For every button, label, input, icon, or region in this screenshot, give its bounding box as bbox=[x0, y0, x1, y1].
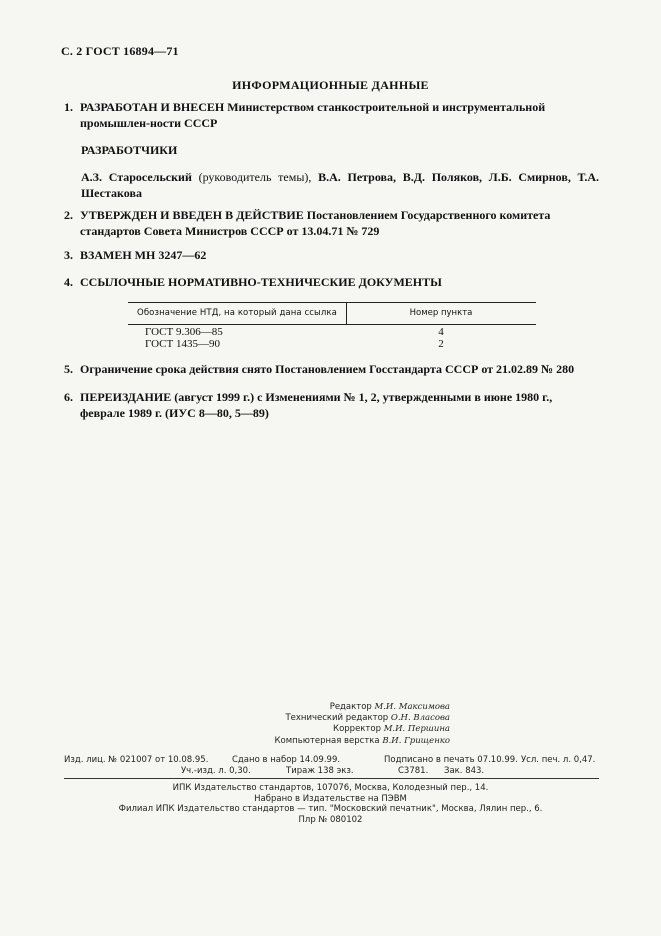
item-text: РАЗРАБОТАН И ВНЕСЕН Министерством станкостроительной и инструментальной промышлен-ности СССР bbox=[80, 100, 546, 130]
item-number: 1. bbox=[64, 100, 73, 114]
credit-role: Корректор bbox=[333, 724, 381, 735]
credit-role: Технический редактор bbox=[285, 713, 389, 724]
imprint-order: Зак. 843. bbox=[444, 766, 485, 776]
credit-name: О.Н. Власова bbox=[390, 713, 450, 724]
table-cell-doc: ГОСТ 1435—90 bbox=[145, 338, 220, 350]
info-item-4 bbox=[64, 274, 599, 290]
credit-line bbox=[200, 702, 450, 713]
item-number: 3. bbox=[64, 248, 73, 262]
developers-heading: РАЗРАБОТЧИКИ bbox=[81, 143, 178, 157]
credit-name: М.И. Першина bbox=[383, 724, 450, 735]
info-item-5 bbox=[64, 361, 599, 377]
imprint-sheets: Усл. печ. л. 0,47. bbox=[521, 755, 596, 765]
publisher-license: Плр № 080102 bbox=[298, 815, 363, 825]
item-text: Ограничение срока действия снято Постановлением Госстандарта СССР от 21.02.89 № 280 bbox=[80, 362, 575, 376]
page-header: С. 2 ГОСТ 16894—71 bbox=[61, 44, 179, 58]
publisher-line: Филиал ИПК Издательство стандартов — тип. "Московский печатник", Москва, Лялин пер., 6. bbox=[118, 804, 543, 814]
info-item-2 bbox=[64, 207, 599, 239]
table-top-rule bbox=[128, 302, 536, 303]
item-number: 4. bbox=[64, 275, 73, 289]
editorial-credits bbox=[200, 702, 450, 747]
item-number: 5. bbox=[64, 362, 73, 376]
table-cell-doc: ГОСТ 9.306—85 bbox=[145, 326, 223, 338]
table-header-rule bbox=[128, 324, 536, 325]
credit-role: Компьютерная верстка bbox=[274, 735, 380, 746]
publisher-line: ИПК Издательство стандартов, 107076, Москва, Колодезный пер., 14. bbox=[172, 783, 489, 793]
item-number: 2. bbox=[64, 208, 73, 222]
credit-name: М.И. Максимова bbox=[374, 702, 450, 712]
developer-lead-role: (руководитель темы), bbox=[198, 170, 312, 184]
info-item-1 bbox=[64, 99, 599, 131]
table-header-item: Номер пункта bbox=[409, 308, 473, 318]
developer-lead: А.З. Старосельский bbox=[81, 170, 192, 184]
item-number: 6. bbox=[64, 390, 73, 404]
imprint-license: Изд. лиц. № 021007 от 10.08.95. bbox=[64, 755, 209, 765]
section-title: ИНФОРМАЦИОННЫЕ ДАННЫЕ bbox=[232, 78, 429, 92]
item-text: УТВЕРЖДЕН И ВВЕДЕН В ДЕЙСТВИЕ Постановлением Государственного комитета стандартов Совета Министров СССР от 13.04.71 № 729 bbox=[80, 208, 551, 238]
developer-others: В.А. Петрова, В.Д. Поляков, Л.Б. Смирнов, Т.А. Шестакова bbox=[81, 170, 600, 200]
imprint-typeset: Сдано в набор 14.09.99. bbox=[232, 755, 341, 765]
item-text: ССЫЛОЧНЫЕ НОРМАТИВНО-ТЕХНИЧЕСКИЕ ДОКУМЕНТЫ bbox=[80, 275, 442, 289]
imprint-signed: Подписано в печать 07.10.99. bbox=[384, 755, 518, 765]
table-header-document: Обозначение НТД, на который дана ссылка bbox=[137, 308, 337, 318]
credit-line bbox=[200, 724, 450, 735]
imprint-divider bbox=[64, 778, 599, 779]
imprint-tirazh: Тираж 138 экз. bbox=[286, 766, 354, 776]
publisher-line: Набрано в Издательстве на ПЭВМ bbox=[254, 794, 407, 804]
imprint-code: С3781. bbox=[398, 766, 429, 776]
table-cell-item: 4 bbox=[438, 326, 444, 338]
credit-role: Редактор bbox=[329, 702, 372, 712]
credit-line bbox=[200, 713, 450, 724]
credit-line bbox=[200, 736, 450, 747]
info-item-6 bbox=[64, 389, 599, 421]
info-item-3 bbox=[64, 247, 599, 263]
item-text: ПЕРЕИЗДАНИЕ (август 1999 г.) с Изменениями № 1, 2, утвержденными в июне 1980 г., феврале 1989 г. (ИУС 8—80, 5—89) bbox=[80, 390, 553, 420]
credit-name: В.И. Грищенко bbox=[382, 735, 450, 746]
imprint-uch: Уч.-изд. л. 0,30. bbox=[181, 766, 251, 776]
table-cell-item: 2 bbox=[438, 338, 444, 350]
developers-list bbox=[81, 169, 599, 201]
item-text: ВЗАМЕН МН 3247—62 bbox=[80, 248, 207, 262]
